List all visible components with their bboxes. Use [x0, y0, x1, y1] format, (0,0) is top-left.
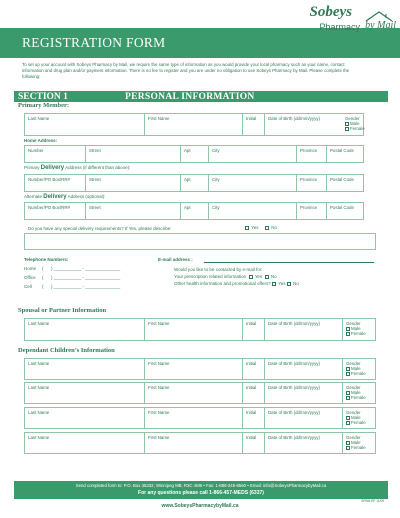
logo-bymail-text: by Mail [365, 20, 396, 31]
female-label: Female [351, 331, 366, 336]
form-code: SPBM RF 11/09 [361, 499, 384, 503]
primary-last-name-field[interactable]: Last Name [28, 116, 50, 121]
female-label: Female [351, 395, 366, 400]
primary-gender [342, 114, 365, 135]
home-phone-field[interactable]: ( ) ___________ - ______________ [42, 266, 121, 271]
delivery-street-field[interactable]: Street [85, 175, 180, 191]
email-label: E-mail address : [158, 257, 193, 262]
child-initial-field[interactable]: Initial [242, 433, 264, 453]
special-no-option: No [265, 225, 277, 230]
home-province-field[interactable]: Province [296, 146, 326, 162]
section-number: SECTION 1 [18, 92, 68, 102]
primary-delivery-label: Primary Delivery Address (if different than above): [24, 165, 131, 171]
primary-initial-field[interactable]: Initial [242, 114, 264, 135]
male-label: Male [351, 390, 361, 395]
female-label: Female [350, 126, 365, 131]
email-input[interactable] [204, 262, 374, 263]
delivery-province-field[interactable]: Province [296, 175, 326, 191]
male-label: Male [350, 121, 360, 126]
child-first-name-field[interactable]: First Name [144, 408, 242, 428]
special-delivery-input[interactable] [24, 233, 376, 250]
female-checkbox[interactable] [346, 332, 350, 336]
cell-phone-label: Cell [24, 284, 32, 289]
office-phone-field[interactable]: ( ) ___________ - ______________ [42, 275, 121, 280]
spouse-dob-field[interactable]: Date of Birth (dd/mm/yyyy) [264, 319, 342, 340]
child-initial-field[interactable]: Initial [242, 408, 264, 428]
gender-label: Gender [346, 361, 361, 366]
alt-city-field[interactable]: City [208, 203, 296, 219]
child-row [24, 358, 376, 380]
footer-phone: For any questions please call 1-866-457-MEDS (6337) [138, 490, 264, 496]
email-option-1: Your prescription related information Yes No [174, 274, 277, 279]
email-question: Would you like to be contacted by e-mail for: [174, 267, 263, 272]
spouse-initial-field[interactable]: Initial [242, 319, 264, 340]
gender-label: Gender [346, 435, 361, 440]
primary-first-name-field[interactable]: First Name [144, 114, 242, 135]
primary-dob-field[interactable]: Date of Birth (dd/mm/yyyy) [264, 114, 342, 135]
children-heading: Dependant Children’s Information [18, 347, 115, 354]
logo-sobeys-text: Sobeys [309, 4, 352, 20]
header [0, 0, 400, 62]
female-checkbox[interactable] [345, 127, 349, 131]
child-last-name-field[interactable]: Last Name [28, 361, 50, 366]
male-label: Male [351, 326, 361, 331]
home-number-field[interactable]: Number [28, 148, 44, 153]
home-postal-field[interactable]: Postal Code [326, 146, 365, 162]
footer-send-to: Send completed form to: P.O. Box 35332, Winnipeg MB, R3C 4M8 • Fax: 1-888-245-8560 • Email: info@SobeysPharmacybyMail.ca [75, 483, 327, 488]
home-address-label: Home Address: [24, 138, 58, 143]
home-street-field[interactable]: Street [85, 146, 180, 162]
gender-label: Gender [346, 410, 361, 415]
spouse-gender [342, 319, 377, 340]
child-dob-field[interactable]: Date of Birth (dd/mm/yyyy) [264, 383, 342, 403]
alt-postal-field[interactable]: Postal Code [326, 203, 365, 219]
special-yes-checkbox[interactable] [245, 226, 249, 230]
home-apt-field[interactable]: Apt [180, 146, 208, 162]
email-opt1-no-checkbox[interactable] [265, 275, 269, 279]
child-row [24, 382, 376, 404]
alt-province-field[interactable]: Province [296, 203, 326, 219]
female-label: Female [351, 420, 366, 425]
child-gender [342, 383, 377, 403]
home-phone-label: Home [24, 266, 37, 271]
gender-label: Gender [346, 385, 361, 390]
primary-member-heading: Primary Member: [18, 102, 70, 109]
form-title: REGISTRATION FORM [22, 35, 166, 50]
spouse-heading: Spousal or Partner Information [18, 307, 107, 314]
email-opt1-yes-checkbox[interactable] [249, 275, 253, 279]
home-city-field[interactable]: City [208, 146, 296, 162]
gender-label: Gender [346, 321, 361, 326]
email-opt2-yes-checkbox[interactable] [272, 282, 276, 286]
spouse-row [24, 318, 376, 341]
delivery-postal-field[interactable]: Postal Code [326, 175, 365, 191]
alt-number-field[interactable]: Number/PO Box/RR# [28, 205, 70, 210]
footer-url-link[interactable]: www.SobeysPharmacybyMail.ca [161, 503, 239, 509]
gender-label: Gender [345, 116, 360, 121]
special-delivery-question: Do you have any special delivery requirements? If Yes, please describe: [28, 226, 172, 231]
delivery-apt-field[interactable]: Apt [180, 175, 208, 191]
child-first-name-field[interactable]: First Name [144, 433, 242, 453]
child-gender [342, 408, 377, 428]
child-dob-field[interactable]: Date of Birth (dd/mm/yyyy) [264, 408, 342, 428]
male-label: Male [351, 440, 361, 445]
male-label: Male [351, 366, 361, 371]
child-last-name-field[interactable]: Last Name [28, 435, 50, 440]
alternate-delivery-row [24, 202, 364, 220]
spouse-last-name-field[interactable]: Last Name [28, 321, 50, 326]
logo-pharmacy-text: Pharmacy [319, 22, 360, 32]
child-initial-field[interactable]: Initial [242, 359, 264, 379]
female-label: Female [351, 371, 366, 376]
telephone-label: Telephone Numbers: [24, 257, 69, 262]
child-gender [342, 433, 377, 453]
special-no-checkbox[interactable] [265, 226, 269, 230]
child-gender [342, 359, 377, 379]
intro-text: To set up your account with Sobeys Pharmacy by Mail, we require the same type of information as you would provide your local pharmacy such as your name, contact information and drug plan and/or payment information. There is no fee to register and you are under no obligation to use Sobeys Pharmacy by Mail. Please complete the following: [22, 62, 350, 79]
child-dob-field[interactable]: Date of Birth (dd/mm/yyyy) [264, 359, 342, 379]
delivery-city-field[interactable]: City [208, 175, 296, 191]
female-checkbox[interactable] [346, 446, 350, 450]
child-row [24, 407, 376, 429]
female-checkbox[interactable] [346, 372, 350, 376]
child-dob-field[interactable]: Date of Birth (dd/mm/yyyy) [264, 433, 342, 453]
female-checkbox[interactable] [346, 396, 350, 400]
child-row [24, 432, 376, 454]
delivery-number-field[interactable]: Number/PO Box/RR# [28, 177, 70, 182]
house-roof-icon [364, 10, 394, 22]
child-initial-field[interactable]: Initial [242, 383, 264, 403]
office-phone-label: Office [24, 275, 36, 280]
male-label: Male [351, 415, 361, 420]
email-option-2: Other health information and promotional offers? Yes No [174, 281, 299, 286]
child-first-name-field[interactable]: First Name [144, 359, 242, 379]
special-yes-option: Yes [245, 225, 259, 230]
child-last-name-field[interactable]: Last Name [28, 410, 50, 415]
child-first-name-field[interactable]: First Name [144, 383, 242, 403]
alt-street-field[interactable]: Street [85, 203, 180, 219]
section-name: PERSONAL INFORMATION [125, 92, 255, 102]
primary-name-row [24, 113, 364, 136]
home-address-row [24, 145, 364, 163]
cell-phone-field[interactable]: ( ) ___________ - ______________ [42, 284, 121, 289]
primary-delivery-row [24, 174, 364, 192]
female-checkbox[interactable] [346, 421, 350, 425]
female-label: Female [351, 445, 366, 450]
child-last-name-field[interactable]: Last Name [28, 385, 50, 390]
email-opt2-no-checkbox[interactable] [287, 282, 291, 286]
spouse-first-name-field[interactable]: First Name [144, 319, 242, 340]
alternate-delivery-label: Alternate Delivery Address (optional): [24, 194, 106, 200]
alt-apt-field[interactable]: Apt [180, 203, 208, 219]
